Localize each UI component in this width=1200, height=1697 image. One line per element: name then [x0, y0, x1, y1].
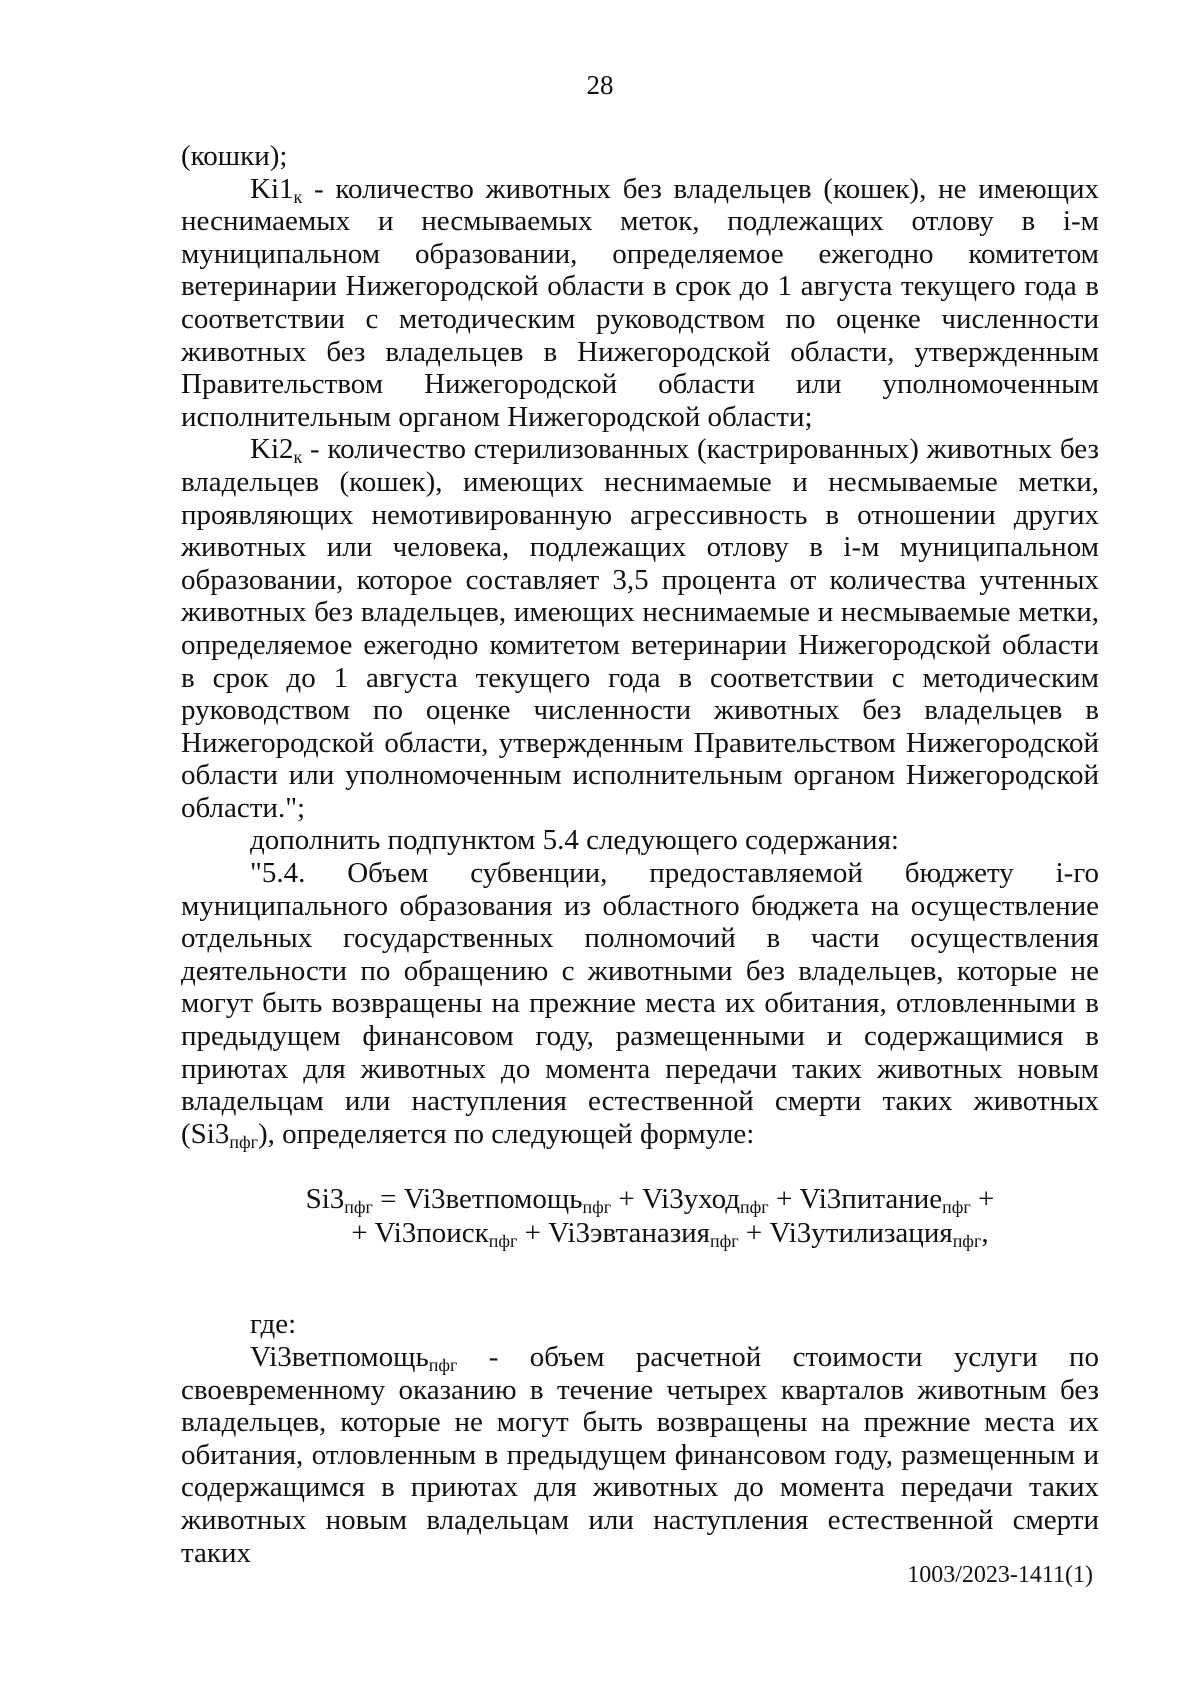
- paragraph-amendment: дополнить подпунктом 5.4 следующего содержания:: [250, 824, 899, 857]
- page-number: 28: [586, 70, 614, 100]
- formula-term-subscript: пфг: [582, 1197, 612, 1218]
- formula-term-subscript: пфг: [942, 1197, 971, 1218]
- formula-term-subscript: пфг: [344, 1197, 373, 1218]
- paragraph-ki2: [181, 433, 1099, 824]
- paragraph-5-4: [181, 857, 1099, 1150]
- symbol-si3: Si3: [190, 1117, 230, 1150]
- symbol-si3-subscript: пфг: [229, 1131, 258, 1152]
- formula-term-subscript: пфг: [488, 1231, 518, 1252]
- paragraph-where: где:: [250, 1308, 297, 1341]
- symbol-ki2-subscript: к: [293, 447, 303, 468]
- formula-line-2: [181, 1216, 1099, 1250]
- paragraph-cats-end: (кошки);: [181, 140, 288, 172]
- formula-term: +: [970, 1183, 995, 1216]
- formula-line-1: [181, 1182, 1099, 1216]
- formula: [181, 1182, 1099, 1250]
- symbol-vi3-vet-subscript: пфг: [428, 1355, 458, 1376]
- paragraph-5-4-text: "5.4. Объем субвенции, предоставляемой бюджету i-го муниципального образования из областного бюджета на осуществление отдельных государственных полномочий в части осуществления деятельности по обращению с животными без владельцев, которые не могут быть возвращены на прежние места их обитания, отловленными в предыдущем финансовом году, размещенными и содержащимися в приютах для животных до момента передачи таких животных новым владельцам или наступления естественной смерти таких животных (: [181, 857, 1099, 1150]
- paragraph-ki2-text: - количество стерилизованных (кастрированных) животных без владельцев (кошек), имеющих неснимаемые и несмываемые метки, проявляющих немотивированную агрессивность в отношении других животных или человека, подлежащих отлову в i-м муниципальном образовании, которое составляет 3,5 процента от количества учтенных животных без владельцев, имеющих неснимаемые и несмываемые метки, определяемое ежегодно комитетом ветеринарии Нижегородской области в срок до 1 августа текущего года в соответствии с методическим руководством по оценке численности животных без владельцев в Нижегородской области, утвержденным Правительством Нижегородской области или уполномоченным исполнительным органом Нижегородской области.";: [181, 433, 1099, 824]
- symbol-ki1: Ki1: [250, 172, 294, 205]
- paragraph-ki1: [181, 173, 1099, 434]
- symbol-ki1-subscript: к: [293, 186, 303, 207]
- formula-term-subscript: пфг: [952, 1231, 982, 1252]
- formula-term: + Vi3уход: [611, 1183, 741, 1216]
- formula-term: + Vi3эвтаназия: [517, 1217, 711, 1250]
- paragraph-vi3-vet-text: - объем расчетной стоимости услуги по своевременному оказанию в течение четырех кварталов животным без владельцев, которые не могут быть возвращены на прежние места их обитания, отловленным в предыдущем финансовом году, размещенным и содержащимся в приютах для животных до момента передачи таких животных новым владельцам или наступления естественной смерти таких: [181, 1341, 1099, 1569]
- formula-term: + Vi3питание: [768, 1183, 943, 1216]
- formula-term-subscript: пфг: [740, 1197, 769, 1218]
- symbol-ki2: Ki2: [250, 433, 294, 466]
- paragraph-5-4-tail: ), определяется по следующей формуле:: [258, 1117, 755, 1150]
- formula-term: = Vi3ветпомощь: [372, 1183, 583, 1216]
- paragraph-vi3-vet: [181, 1341, 1099, 1569]
- formula-term: ,: [981, 1217, 989, 1250]
- document-registration-code: 1003/2023-1411(1): [907, 1562, 1093, 1588]
- document-body: [181, 140, 1099, 1569]
- symbol-vi3-vet: Vi3ветпомощь: [250, 1341, 429, 1373]
- formula-term: + Vi3поиск: [351, 1217, 489, 1250]
- formula-term: + Vi3утилизация: [738, 1217, 953, 1250]
- formula-term: Si3: [305, 1183, 345, 1216]
- formula-term-subscript: пфг: [710, 1231, 739, 1252]
- paragraph-ki1-text: - количество животных без владельцев (кошек), не имеющих неснимаемых и несмываемых меток, подлежащих отлову в i-м муниципальном образовании, определяемое ежегодно комитетом ветеринарии Нижегородской области в срок до 1 августа текущего года в соответствии с методическим руководством по оценке численности животных без владельцев в Нижегородской области, утвержденным Правительством Нижегородской области или уполномоченным исполнительным органом Нижегородской области;: [181, 172, 1099, 433]
